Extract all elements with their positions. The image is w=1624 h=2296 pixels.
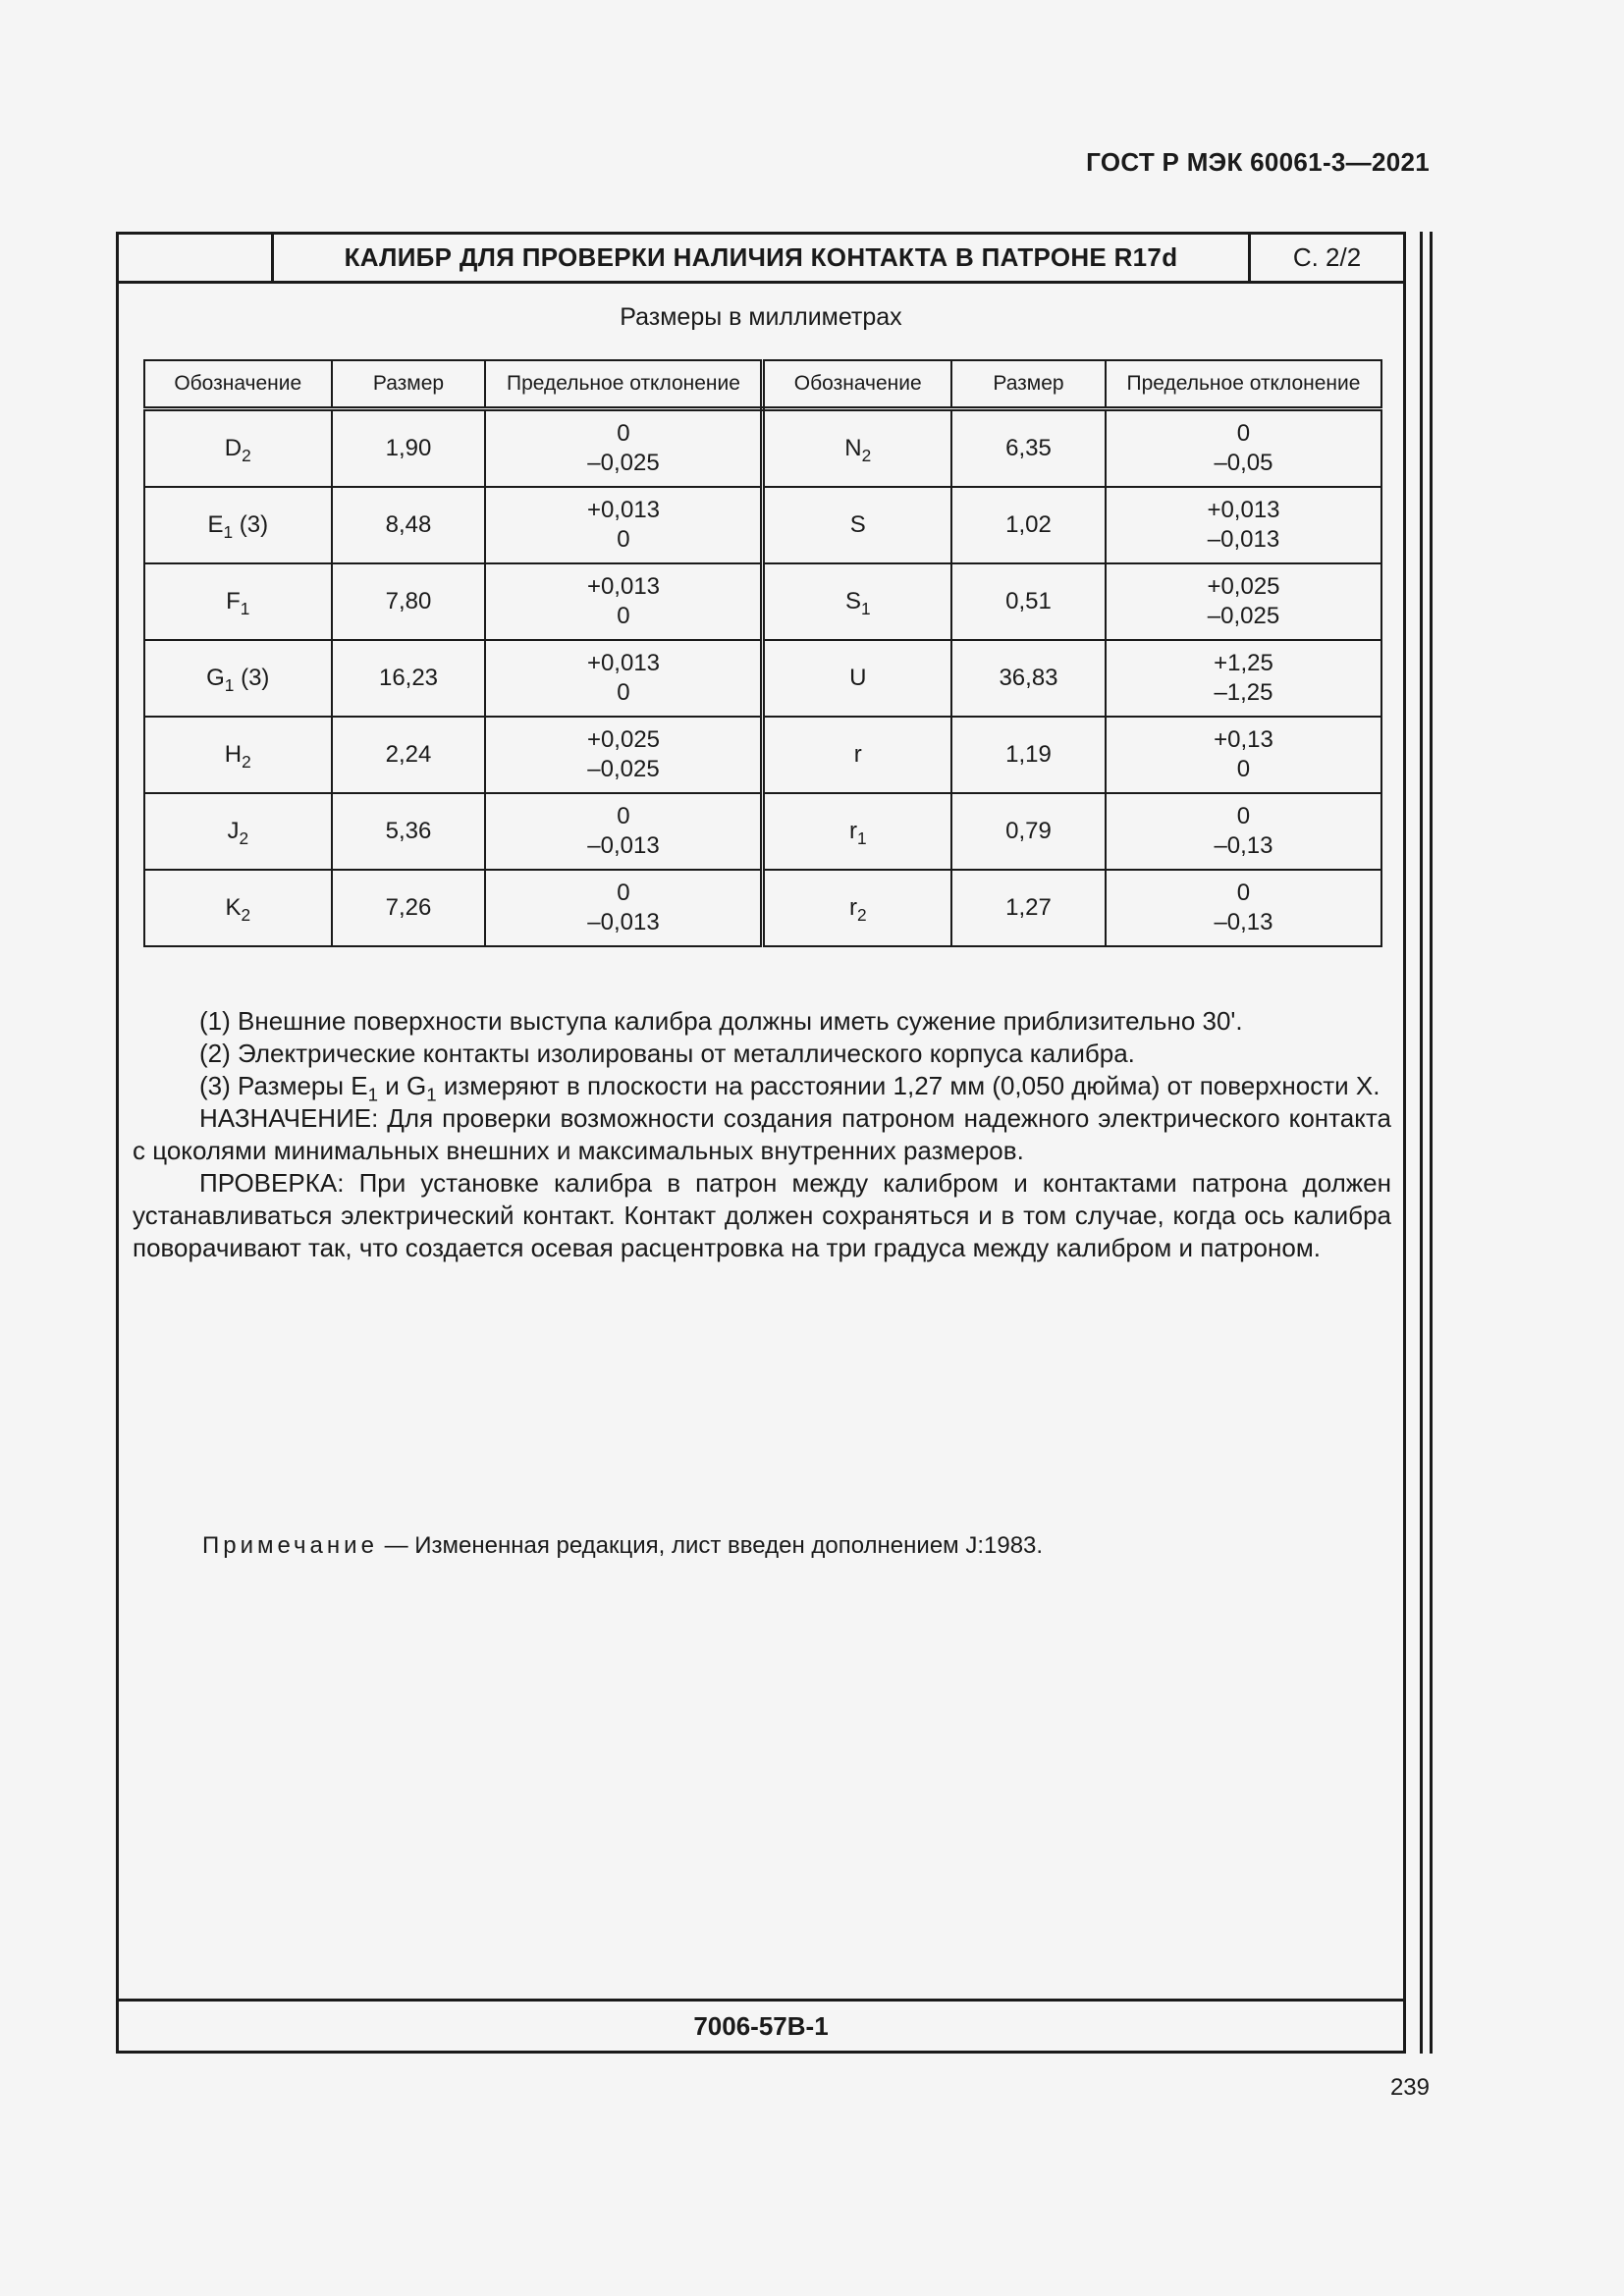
designation-cell: S [763,487,951,563]
note-3: (3) Размеры $E_1$ и $G_1$ измеряют в плоскости на расстоянии 1,27 мм (0,050 дюйма) от поверхности X. [199,1071,1380,1105]
tolerance-cell [485,870,763,946]
table-row [144,563,1381,640]
remark [202,1532,1043,1560]
designation-cell: $N_2$ [763,409,951,488]
tolerance-cell [1106,870,1381,946]
lower-deviation: –0,025 [587,756,660,782]
designation-cell: $K_2$ [144,870,332,946]
upper-deviation: +0,13 [1214,726,1273,753]
upper-deviation: +0,013 [586,497,661,523]
table-row [144,793,1381,870]
sheet-footer-code: 7006-57B-1 [119,1999,1403,2051]
designation-cell: $r_2$ [763,870,951,946]
note-2: (2) Электрические контакты изолированы от металлического корпуса калибра. [199,1039,1135,1068]
lower-deviation: –0,013 [587,832,660,859]
remark-label: Примечание [202,1532,378,1559]
remark-text: — Измененная редакция, лист введен дополнением J:1983. [377,1532,1044,1559]
lower-deviation: –1,25 [1214,679,1273,706]
size-cell: 1,19 [951,717,1106,793]
lower-deviation: –0,13 [1214,832,1273,859]
tolerance-cell [485,409,763,488]
upper-deviation: 0 [617,803,630,829]
size-cell: 7,26 [332,870,486,946]
lower-deviation: –0,025 [587,450,660,476]
upper-deviation: 0 [617,420,630,447]
tolerance-cell [485,793,763,870]
lower-deviation: 0 [617,679,630,706]
table-row [144,487,1381,563]
upper-deviation: +0,013 [586,573,661,600]
table-header-row [144,360,1381,409]
page-number: 239 [1389,2074,1430,2101]
table-row [144,409,1381,488]
table-row [144,870,1381,946]
tolerance-cell [485,717,763,793]
lower-deviation: –0,025 [1207,603,1280,629]
column-header: Размер [332,360,486,409]
table-row [144,640,1381,717]
table-row [144,717,1381,793]
size-cell: 7,80 [332,563,486,640]
sheet-header [119,235,1403,284]
purpose-paragraph: НАЗНАЧЕНИЕ: Для проверки возможности создания патроном надежного электрического контакта с цоколями минимальных внешних и максимальных внутренних размеров. [133,1103,1391,1165]
table-body [144,409,1381,947]
lower-deviation: 0 [1236,756,1251,782]
page-reference: С. 2/2 [1292,242,1362,272]
designation-cell: U [763,640,951,717]
designation-cell: $E_1$ (3) [144,487,332,563]
tolerance-cell [1106,563,1381,640]
lower-deviation: –0,013 [1207,526,1280,553]
upper-deviation: +0,013 [586,650,661,676]
tolerance-cell [485,640,763,717]
upper-deviation: +0,025 [586,726,661,753]
size-cell: 36,83 [951,640,1106,717]
lower-deviation: –0,13 [1214,909,1273,935]
size-cell: 8,48 [332,487,486,563]
upper-deviation: +0,025 [1207,573,1280,600]
tolerance-cell [1106,717,1381,793]
size-cell: 1,02 [951,487,1106,563]
designation-cell: $r_1$ [763,793,951,870]
tolerance-cell [1106,793,1381,870]
sheet-title: КАЛИБР ДЛЯ ПРОВЕРКИ НАЛИЧИЯ КОНТАКТА В ПАТРОНЕ R17d [274,235,1251,281]
column-header: Обозначение [144,360,332,409]
frame-border-line [1420,232,1423,2054]
size-cell: 0,79 [951,793,1106,870]
dimensions-table [143,359,1382,947]
upper-deviation: +1,25 [1214,650,1273,676]
upper-deviation: 0 [617,880,630,906]
designation-cell: $G_1$ (3) [144,640,332,717]
designation-cell: $S_1$ [763,563,951,640]
size-cell: 1,27 [951,870,1106,946]
lower-deviation: 0 [617,526,630,553]
units-caption: Размеры в миллиметрах [620,303,902,331]
lower-deviation: –0,05 [1214,450,1273,476]
notes-section [133,1005,1391,1264]
designation-cell: $H_2$ [144,717,332,793]
designation-cell: r [763,717,951,793]
size-cell: 0,51 [951,563,1106,640]
lower-deviation: 0 [617,603,630,629]
sheet-frame [116,232,1406,2054]
column-header: Предельное отклонение [1106,360,1381,409]
size-cell: 6,35 [951,409,1106,488]
header-blank-cell [119,235,274,281]
designation-cell: $J_2$ [144,793,332,870]
designation-cell: $D_2$ [144,409,332,488]
tolerance-cell [1106,487,1381,563]
designation-cell: $F_1$ [144,563,332,640]
upper-deviation: 0 [1236,880,1251,906]
size-cell: 1,90 [332,409,486,488]
standard-code: ГОСТ Р МЭК 60061-3—2021 [1086,147,1430,177]
lower-deviation: –0,013 [587,909,660,935]
tolerance-cell [485,563,763,640]
tolerance-cell [485,487,763,563]
note-1: (1) Внешние поверхности выступа калибра должны иметь сужение приблизительно 30'. [199,1006,1243,1036]
tolerance-cell [1106,409,1381,488]
size-cell: 5,36 [332,793,486,870]
upper-deviation: 0 [1236,803,1251,829]
size-cell: 16,23 [332,640,486,717]
frame-border-line [1430,232,1433,2054]
column-header: Предельное отклонение [485,360,763,409]
tolerance-cell [1106,640,1381,717]
column-header: Обозначение [763,360,951,409]
check-paragraph: ПРОВЕРКА: При установке калибра в патрон между калибром и контактами патрона должен устанавливаться электрический контакт. Контакт должен сохраняться и в том случае, когда ось калибра поворачивают так, что создается осевая расцентровка на три градуса между калибром и патроном. [133,1168,1391,1262]
upper-deviation: +0,013 [1207,497,1280,523]
column-header: Размер [951,360,1106,409]
upper-deviation: 0 [1236,420,1251,447]
size-cell: 2,24 [332,717,486,793]
